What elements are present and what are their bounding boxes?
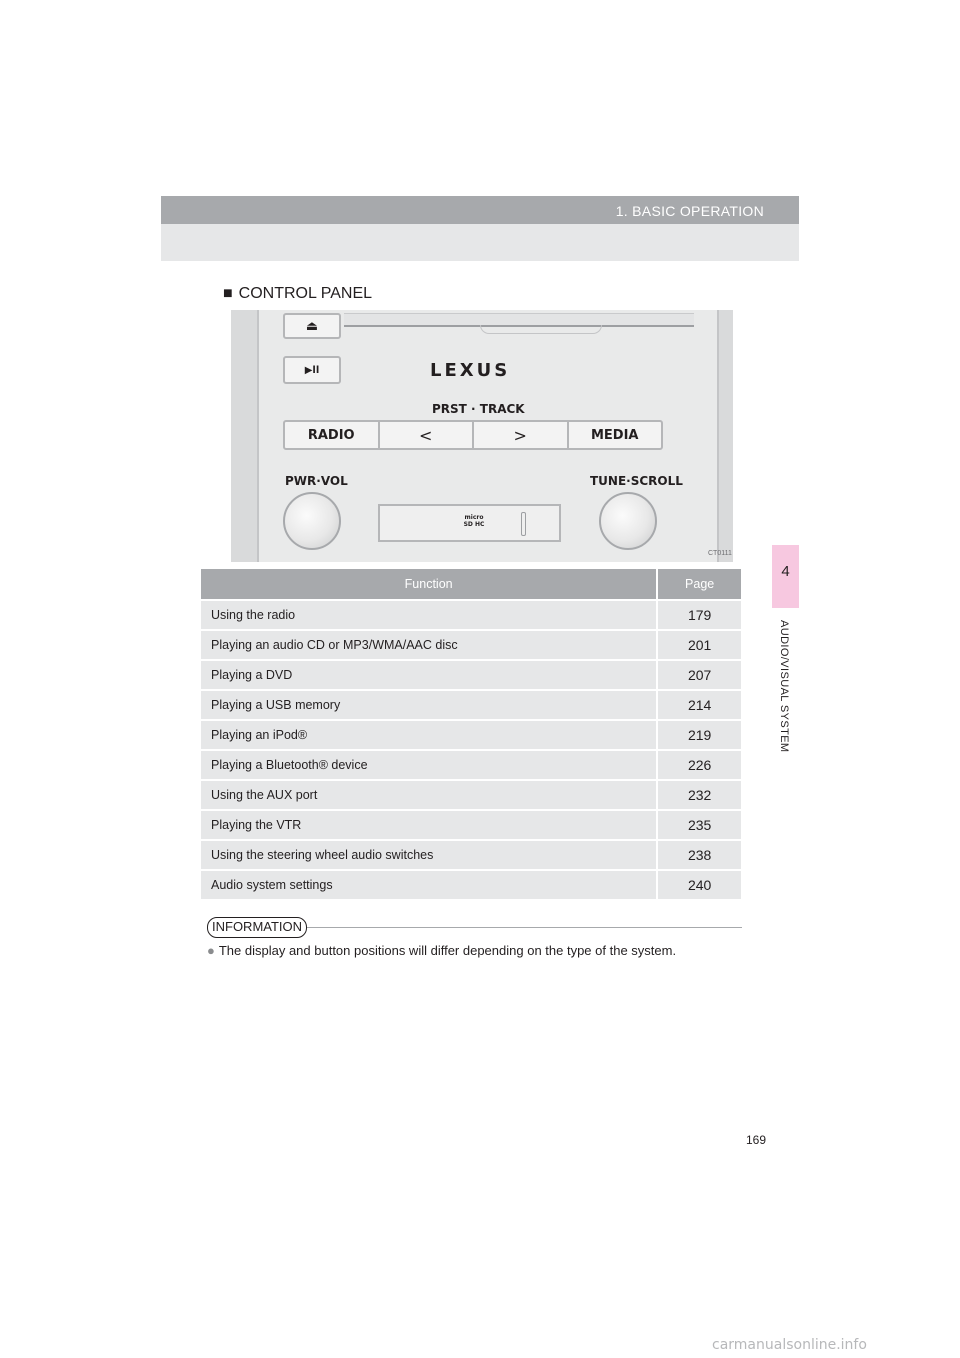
play-pause-button <box>283 356 341 384</box>
page-cell: 207 <box>657 660 741 690</box>
table-row[interactable] <box>201 870 741 900</box>
table-row[interactable] <box>201 810 741 840</box>
table-row[interactable] <box>201 720 741 750</box>
chapter-header-bar <box>161 196 799 224</box>
prst-track-label: PRST · TRACK <box>432 402 525 416</box>
function-cell: Playing a USB memory <box>201 690 657 720</box>
figure-code: CT0111 <box>708 550 732 557</box>
page-cell: 232 <box>657 780 741 810</box>
tune-scroll-knob <box>599 492 657 550</box>
radio-button: RADIO <box>285 422 380 448</box>
sd-slot-opening <box>521 512 526 536</box>
page-cell: 201 <box>657 630 741 660</box>
page-cell: 214 <box>657 690 741 720</box>
function-cell: Playing the VTR <box>201 810 657 840</box>
page-cell: 235 <box>657 810 741 840</box>
function-table <box>201 569 741 901</box>
lexus-logo: LEXUS <box>430 360 511 381</box>
function-cell: Playing a DVD <box>201 660 657 690</box>
section-title <box>223 285 372 303</box>
chapter-title-vertical <box>774 620 798 780</box>
function-cell: Playing a Bluetooth® device <box>201 750 657 780</box>
eject-button <box>283 313 341 339</box>
section-heading: 1. BASIC OPERATION <box>615 203 764 219</box>
footer-watermark[interactable]: carmanualsonline.info <box>712 1337 867 1353</box>
disc-slot-recess <box>480 325 602 334</box>
tune-scroll-label: TUNE·SCROLL <box>590 474 683 488</box>
chapter-tab[interactable] <box>772 545 799 608</box>
page-cell: 240 <box>657 870 741 900</box>
information-item <box>207 943 676 958</box>
square-bullet-icon: ■ <box>223 285 233 302</box>
table-row[interactable] <box>201 840 741 870</box>
section-title-text: CONTROL PANEL <box>238 285 373 302</box>
table-row[interactable] <box>201 660 741 690</box>
seek-prev-button: < <box>380 422 475 448</box>
page-cell: 179 <box>657 600 741 630</box>
seek-next-button: > <box>474 422 569 448</box>
media-button: MEDIA <box>590 427 639 443</box>
table-row[interactable] <box>201 750 741 780</box>
page-number: 169 <box>746 1133 767 1147</box>
table-row[interactable] <box>201 630 741 660</box>
function-cell: Playing an iPod® <box>201 720 657 750</box>
function-cell: Audio system settings <box>201 870 657 900</box>
information-label: INFORMATION <box>207 917 307 938</box>
table-header-row <box>201 569 741 600</box>
bullet-icon: ● <box>207 943 215 958</box>
function-cell: Using the AUX port <box>201 780 657 810</box>
header-sub-band <box>161 224 799 261</box>
function-cell: Using the steering wheel audio switches <box>201 840 657 870</box>
microsd-logo: micro SD HC <box>463 514 485 528</box>
eject-icon: ⏏ <box>305 318 319 334</box>
pwr-vol-label: PWR·VOL <box>285 474 348 488</box>
function-column-header: Function <box>201 569 657 600</box>
page-cell: 238 <box>657 840 741 870</box>
table-row[interactable] <box>201 600 741 630</box>
information-text: The display and button positions will differ depending on the type of the system. <box>218 943 677 958</box>
page-column-header: Page <box>657 569 741 600</box>
table-row[interactable] <box>201 690 741 720</box>
page-cell: 226 <box>657 750 741 780</box>
table-row[interactable] <box>201 780 741 810</box>
play-pause-icon: ▶ll <box>304 364 320 376</box>
function-cell: Playing an audio CD or MP3/WMA/AAC disc <box>201 630 657 660</box>
pwr-vol-knob <box>283 492 341 550</box>
page-cell: 219 <box>657 720 741 750</box>
chapter-title: AUDIO/VISUAL SYSTEM <box>778 620 790 753</box>
radio-media-button-row <box>283 420 663 450</box>
chapter-number: 4 <box>781 563 790 580</box>
function-cell: Using the radio <box>201 600 657 630</box>
